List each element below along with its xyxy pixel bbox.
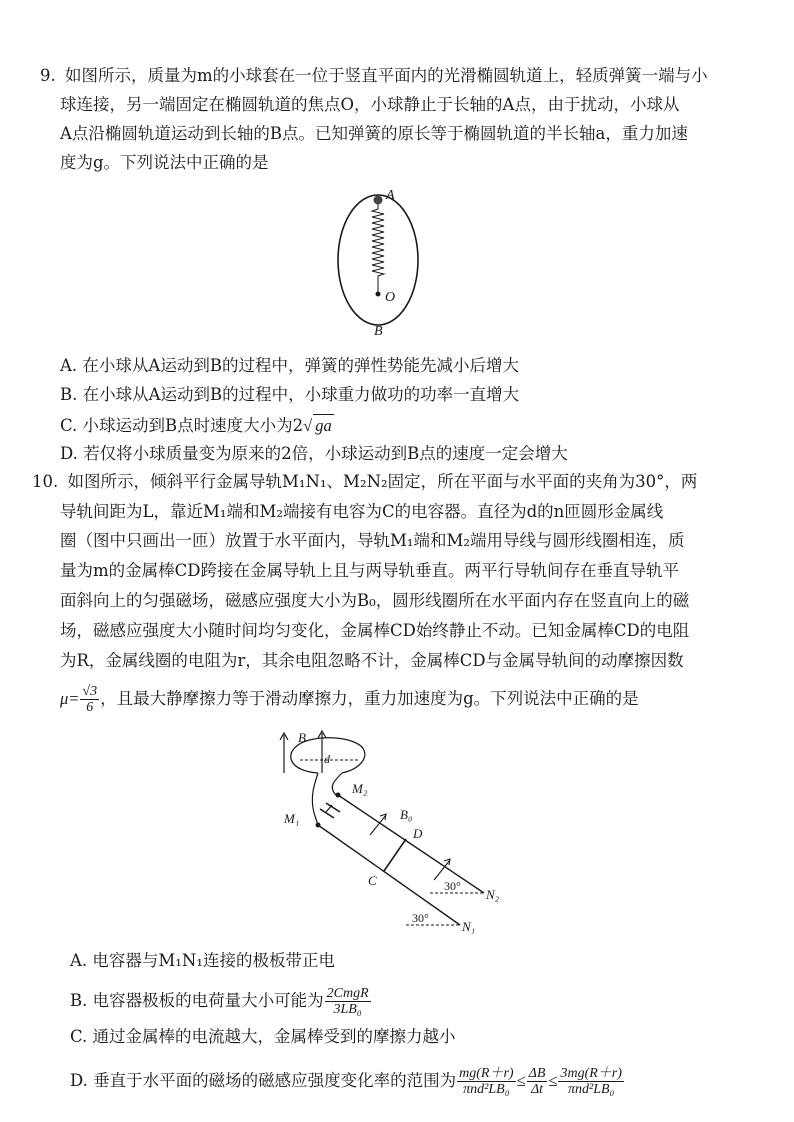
fig-label-d: d <box>324 752 330 766</box>
q10-option-B-den: 3LB₀ <box>333 1002 362 1017</box>
q9-stem-line-4: 度为g。下列说法中正确的是 <box>60 153 269 172</box>
spring <box>372 204 384 293</box>
q10-stem-line-3: 圈（图中只画出一匝）放置于水平面内，导轨M₁端和M₂端用导线与圆形线圈相连，质 <box>60 531 685 550</box>
le-sign-1: ≤ <box>516 1071 526 1090</box>
q10-option-B-fraction <box>325 986 371 1017</box>
fig-label-C: C <box>368 873 377 888</box>
q10-option-D <box>70 1066 625 1097</box>
label-B: B <box>374 324 383 339</box>
q9-ellipse-figure <box>320 185 450 340</box>
q9-option-B: B. 在小球从A运动到B的过程中，小球重力做功的功率一直增大 <box>60 385 520 404</box>
q10-stem-line-1: 如图所示，倾斜平行金属导轨M₁N₁、M₂N₂固定，所在平面与水平面的夹角为30°，两 <box>67 472 698 491</box>
mid-num: ΔB <box>528 1066 546 1081</box>
q10-stem-line-7: 为R，金属线圈的电阻为r，其余电阻忽略不计，金属棒CD与金属导轨间的动摩擦因数 <box>60 651 684 670</box>
right-den: πnd²LB₀ <box>567 1082 615 1097</box>
label-O: O <box>385 290 396 305</box>
focus-point <box>376 292 381 297</box>
mu-symbol: μ= <box>60 689 80 708</box>
q10-option-B-num: 2CmgR <box>326 986 369 1001</box>
le-sign-2: ≤ <box>548 1071 558 1090</box>
angle-label-2: 30° <box>412 911 429 925</box>
q9-option-C: C. 小球运动到B点时速度大小为2√ ga <box>60 416 332 435</box>
q9-stem-line-2: 球连接，另一端固定在椭圆轨道的焦点O，小球静止于长轴的A点，由于扰动，小球从 <box>60 95 680 114</box>
q10-stem-line-4: 量为m的金属棒CD跨接在金属导轨上且与两导轨垂直。两平行导轨间存在垂直导轨平 <box>60 561 679 580</box>
fig-label-M2: M₂ <box>352 781 368 796</box>
q10-option-D-text: D. 垂直于水平面的磁场的磁感应强度变化率的范围为 <box>70 1071 457 1090</box>
q10-rail-figure <box>270 725 510 940</box>
ball <box>374 196 383 205</box>
capacitor-plate-2 <box>326 803 340 812</box>
q10-stem-line-5: 面斜向上的匀强磁场，磁感应强度大小为B₀，圆形线圈所在水平面内存在竖直向上的磁 <box>60 591 690 610</box>
q9-stem-line-1: 如图所示，质量为m的小球套在一位于竖直平面内的光滑椭圆轨道上，轻质弹簧一端与小 <box>65 66 708 85</box>
q10-option-A: A. 电容器与M₁N₁连接的极板带正电 <box>70 951 335 970</box>
q10-stem-line-2: 导轨间距为L，靠近M₁端和M₂端接有电容为C的电容器。直径为d的n匝圆形金属线 <box>60 502 664 521</box>
q10-option-B <box>70 986 372 1017</box>
mid-den: Δt <box>530 1082 544 1097</box>
fig-label-N2: N₂ <box>486 887 500 902</box>
q10-option-D-right-fraction <box>558 1066 623 1097</box>
q10-option-B-text: B. 电容器极板的电荷量大小可能为 <box>70 991 324 1010</box>
left-den: πnd²LB₀ <box>463 1082 510 1097</box>
right-num: 3mg(R＋r) <box>560 1066 622 1081</box>
left-num: mg(R＋r) <box>459 1066 514 1081</box>
q10-stem-last: ，且最大静摩擦力等于滑动摩擦力，重力加速度为g。下列说法中正确的是 <box>100 689 639 708</box>
q9-option-C-sqrt: ga <box>315 416 332 435</box>
q10-mu-line <box>60 684 639 715</box>
angle-label-1: 30° <box>444 879 461 893</box>
wire-2 <box>332 773 342 795</box>
mu-numerator: √3 <box>82 684 98 699</box>
mu-fraction <box>80 684 99 715</box>
rod-CD <box>384 839 406 871</box>
fig-label-B0: B₀ <box>400 807 413 822</box>
q9-option-D: D. 若仅将小球质量变为原来的2倍，小球运动到B点的速度一定会增大 <box>60 444 568 463</box>
q9-line-1 <box>40 65 708 87</box>
wire-1 <box>312 773 318 825</box>
q10-option-D-mid-fraction <box>527 1066 548 1097</box>
mu-denominator: 6 <box>86 700 94 715</box>
q10-option-C: C. 通过金属棒的电流越大，金属棒受到的摩擦力越小 <box>70 1027 456 1046</box>
q9-stem-line-3: A点沿椭圆轨道运动到长轴的B点。已知弹簧的原长等于椭圆轨道的半长轴a，重力加速 <box>60 124 688 143</box>
q9-option-A: A. 在小球从A运动到B的过程中，弹簧的弹性势能先减小后增大 <box>60 356 519 375</box>
q10-option-D-left-fraction <box>457 1066 515 1097</box>
q9-number: 9. <box>40 66 56 85</box>
q10-number: 10. <box>32 472 59 491</box>
label-A: A <box>386 188 395 203</box>
fig-label-N1: N₁ <box>462 919 476 934</box>
fig-label-B: B <box>298 730 306 745</box>
fig-label-M1: M₁ <box>284 811 300 826</box>
q10-stem-line-6: 场，磁感应强度大小随时间均匀变化，金属棒CD始终静止不动。已知金属棒CD的电阻 <box>60 621 690 640</box>
q9-option-C-text: C. 小球运动到B点时速度大小为2 <box>60 416 304 435</box>
fig-label-D: D <box>413 826 423 841</box>
q10-line-1 <box>32 471 697 493</box>
b0-arrow-2 <box>434 860 450 880</box>
